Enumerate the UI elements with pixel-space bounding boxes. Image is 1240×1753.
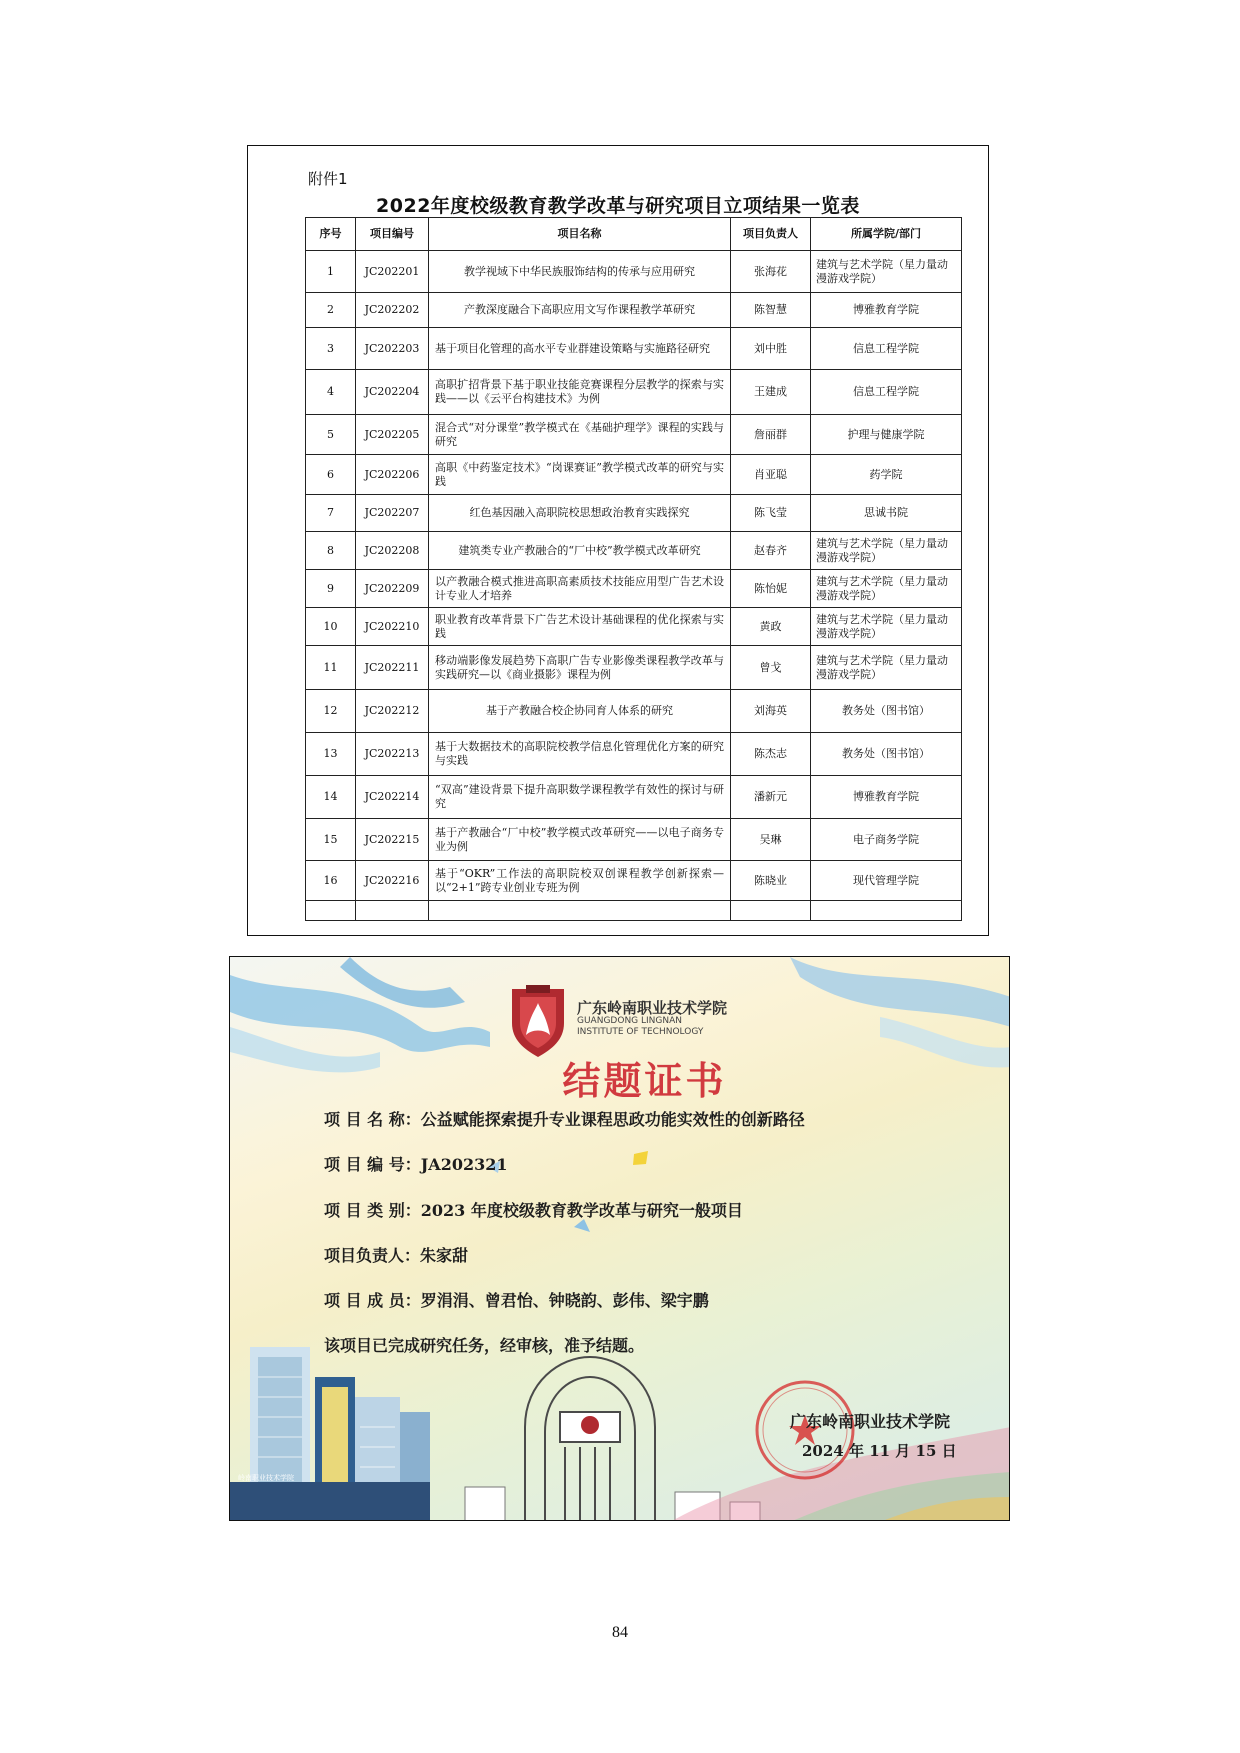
- row-number-cell: 7: [306, 495, 356, 532]
- project-name-cell: 教学视域下中华民族服饰结构的传承与应用研究: [429, 251, 731, 293]
- table-row: [306, 690, 962, 733]
- table-row: [306, 608, 962, 646]
- project-name-cell: 混合式“对分课堂”教学模式在《基础护理学》课程的实践与研究: [429, 415, 731, 455]
- field-label: 项 目 编 号：: [324, 1155, 421, 1174]
- table-row: [306, 293, 962, 328]
- column-header: 项目编号: [356, 218, 429, 251]
- school-name-en-line1: GUANGDONG LINGNAN: [577, 1016, 683, 1026]
- table-header-row: [306, 218, 962, 251]
- empty-cell: [811, 901, 962, 921]
- project-name-cell: 高职扩招背景下基于职业技能竞赛课程分层教学的探索与实践——以《云平台构建技术》为例: [429, 370, 731, 415]
- row-number-cell: 12: [306, 690, 356, 733]
- table-row: [306, 455, 962, 495]
- project-code-cell: JC202207: [356, 495, 429, 532]
- department-cell: 建筑与艺术学院（星力量动漫游戏学院）: [811, 251, 962, 293]
- row-number-cell: 2: [306, 293, 356, 328]
- project-code-cell: JC202211: [356, 646, 429, 690]
- table-row: [306, 251, 962, 293]
- table-row: [306, 570, 962, 608]
- row-number-cell: 8: [306, 532, 356, 570]
- department-cell: 思诚书院: [811, 495, 962, 532]
- table-row: [306, 819, 962, 861]
- project-code-cell: JC202202: [356, 293, 429, 328]
- certificate-background-art: [230, 957, 1010, 1521]
- row-number-cell: 4: [306, 370, 356, 415]
- project-leader-cell: 陈飞莹: [731, 495, 811, 532]
- project-name-cell: 基于产教融合校企协同育人体系的研究: [429, 690, 731, 733]
- department-cell: 建筑与艺术学院（星力量动漫游戏学院）: [811, 570, 962, 608]
- row-number-cell: 6: [306, 455, 356, 495]
- project-code-cell: JC202210: [356, 608, 429, 646]
- column-header: 所属学院/部门: [811, 218, 962, 251]
- project-leader-cell: 陈杰志: [731, 733, 811, 776]
- campus-building-illustration: [230, 1347, 430, 1521]
- project-name-cell: 基于大数据技术的高职院校教学信息化管理优化方案的研究与实践: [429, 733, 731, 776]
- project-members-row: [324, 1288, 709, 1311]
- department-cell: 信息工程学院: [811, 328, 962, 370]
- column-header: 项目名称: [429, 218, 731, 251]
- row-number-cell: 16: [306, 861, 356, 901]
- project-leader-cell: 陈智慧: [731, 293, 811, 328]
- project-code-cell: JC202214: [356, 776, 429, 819]
- table-row-cut-off: [306, 901, 962, 921]
- field-label: 项 目 名 称：: [324, 1110, 421, 1129]
- project-code-cell: JC202205: [356, 415, 429, 455]
- field-value: 2023 年度校级教育教学改革与研究一般项目: [420, 1201, 743, 1220]
- school-logo: [512, 985, 564, 1057]
- department-cell: 药学院: [811, 455, 962, 495]
- row-number-cell: 13: [306, 733, 356, 776]
- row-number-cell: 9: [306, 570, 356, 608]
- empty-cell: [731, 901, 811, 921]
- attachment-title: 2022年度校级教育教学改革与研究项目立项结果一览表: [376, 195, 860, 217]
- project-leader-cell: 张海花: [731, 251, 811, 293]
- project-type-row: [324, 1198, 743, 1221]
- project-name-cell: 以产教融合模式推进高职高素质技术技能应用型广告艺术设计专业人才培养: [429, 570, 731, 608]
- project-name-cell: 职业教育改革背景下广告艺术设计基础课程的优化探索与实践: [429, 608, 731, 646]
- project-leader-cell: 王建成: [731, 370, 811, 415]
- issue-date: 2024 年 11 月 15 日: [802, 1442, 957, 1460]
- row-number-cell: 5: [306, 415, 356, 455]
- row-number-cell: 1: [306, 251, 356, 293]
- field-value: 罗涓涓、曾君怡、钟晓韵、彭伟、梁宇鹏: [420, 1291, 709, 1310]
- department-cell: 博雅教育学院: [811, 293, 962, 328]
- table-body: [306, 251, 962, 921]
- field-label: 项 目 类 别：: [324, 1201, 421, 1220]
- department-cell: 建筑与艺术学院（星力量动漫游戏学院）: [811, 646, 962, 690]
- project-leader-cell: 刘海英: [731, 690, 811, 733]
- table-row: [306, 776, 962, 819]
- department-cell: 教务处（图书馆）: [811, 733, 962, 776]
- row-number-cell: 15: [306, 819, 356, 861]
- certificate-title: 结题证书: [562, 1058, 727, 1103]
- completion-note: 该项目已完成研究任务，经审核，准予结题。: [324, 1336, 645, 1355]
- project-code-cell: JC202201: [356, 251, 429, 293]
- project-code-cell: JC202206: [356, 455, 429, 495]
- completion-certificate: [229, 956, 1010, 1521]
- field-value: 朱家甜: [420, 1246, 469, 1265]
- project-leader-cell: 吴琳: [731, 819, 811, 861]
- project-code-cell: JC202213: [356, 733, 429, 776]
- school-name-cn: 广东岭南职业技术学院: [577, 999, 728, 1017]
- attachment-label: 附件1: [308, 170, 348, 188]
- field-value: JA202321: [420, 1155, 508, 1174]
- department-cell: 护理与健康学院: [811, 415, 962, 455]
- table-row: [306, 733, 962, 776]
- project-name-cell: 基于项目化管理的高水平专业群建设策略与实施路径研究: [429, 328, 731, 370]
- table-row: [306, 646, 962, 690]
- project-code-cell: JC202216: [356, 861, 429, 901]
- department-cell: 信息工程学院: [811, 370, 962, 415]
- column-header: 项目负责人: [731, 218, 811, 251]
- project-code-cell: JC202215: [356, 819, 429, 861]
- column-header: 序号: [306, 218, 356, 251]
- table-row: [306, 415, 962, 455]
- project-name-cell: 移动端影像发展趋势下高职广告专业影像类课程教学改革与实践研究—以《商业摄影》课程为例: [429, 646, 731, 690]
- project-code-cell: JC202204: [356, 370, 429, 415]
- project-leader-cell: 潘新元: [731, 776, 811, 819]
- empty-cell: [356, 901, 429, 921]
- table-row: [306, 861, 962, 901]
- row-number-cell: 10: [306, 608, 356, 646]
- department-cell: 博雅教育学院: [811, 776, 962, 819]
- school-name-en-line2: INSTITUTE OF TECHNOLOGY: [577, 1027, 704, 1037]
- table-row: [306, 495, 962, 532]
- empty-cell: [306, 901, 356, 921]
- department-cell: 建筑与艺术学院（星力量动漫游戏学院）: [811, 608, 962, 646]
- field-label: 项 目 成 员：: [324, 1291, 421, 1310]
- project-code-row: [324, 1152, 508, 1175]
- project-code-cell: JC202212: [356, 690, 429, 733]
- campus-gate-illustration: [525, 1357, 655, 1521]
- project-name-cell: “双高”建设背景下提升高职数学课程教学有效性的探讨与研究: [429, 776, 731, 819]
- project-code-cell: JC202209: [356, 570, 429, 608]
- project-leader-cell: 陈晓业: [731, 861, 811, 901]
- building-sign: 岭南职业技术学院: [238, 1474, 294, 1482]
- field-label: 项目负责人：: [324, 1246, 421, 1265]
- project-name-cell: 产教深度融合下高职应用文写作课程教学革研究: [429, 293, 731, 328]
- project-name-cell: 基于产教融合“厂中校”教学模式改革研究——以电子商务专业为例: [429, 819, 731, 861]
- project-name-cell: 高职《中药鉴定技术》“岗课赛证”教学模式改革的研究与实践: [429, 455, 731, 495]
- row-number-cell: 11: [306, 646, 356, 690]
- project-name-cell: 红色基因融入高职院校思想政治教育实践探究: [429, 495, 731, 532]
- project-code-cell: JC202208: [356, 532, 429, 570]
- row-number-cell: 3: [306, 328, 356, 370]
- table-row: [306, 328, 962, 370]
- attachment-scan: [247, 145, 989, 936]
- project-leader-cell: 刘中胜: [731, 328, 811, 370]
- page-number: 84: [612, 1624, 628, 1641]
- department-cell: 教务处（图书馆）: [811, 690, 962, 733]
- project-leader-cell: 詹丽群: [731, 415, 811, 455]
- project-name-row: [324, 1107, 805, 1130]
- project-leader-row: [324, 1243, 468, 1266]
- table-row: [306, 532, 962, 570]
- project-code-cell: JC202203: [356, 328, 429, 370]
- project-leader-cell: 赵春齐: [731, 532, 811, 570]
- department-cell: 建筑与艺术学院（星力量动漫游戏学院）: [811, 532, 962, 570]
- project-name-cell: 基于“OKR”工作法的高职院校双创课程教学创新探索—以“2+1”跨专业创业专班为例: [429, 861, 731, 901]
- project-name-cell: 建筑类专业产教融合的“厂中校”教学模式改革研究: [429, 532, 731, 570]
- field-value: 公益赋能探索提升专业课程思政功能实效性的创新路径: [420, 1110, 805, 1129]
- project-leader-cell: 陈怡妮: [731, 570, 811, 608]
- department-cell: 现代管理学院: [811, 861, 962, 901]
- project-leader-cell: 黄政: [731, 608, 811, 646]
- row-number-cell: 14: [306, 776, 356, 819]
- issuer-name: 广东岭南职业技术学院: [790, 1412, 951, 1431]
- project-leader-cell: 曾戈: [731, 646, 811, 690]
- project-results-table: [305, 217, 962, 921]
- empty-cell: [429, 901, 731, 921]
- project-leader-cell: 肖亚聪: [731, 455, 811, 495]
- table-row: [306, 370, 962, 415]
- department-cell: 电子商务学院: [811, 819, 962, 861]
